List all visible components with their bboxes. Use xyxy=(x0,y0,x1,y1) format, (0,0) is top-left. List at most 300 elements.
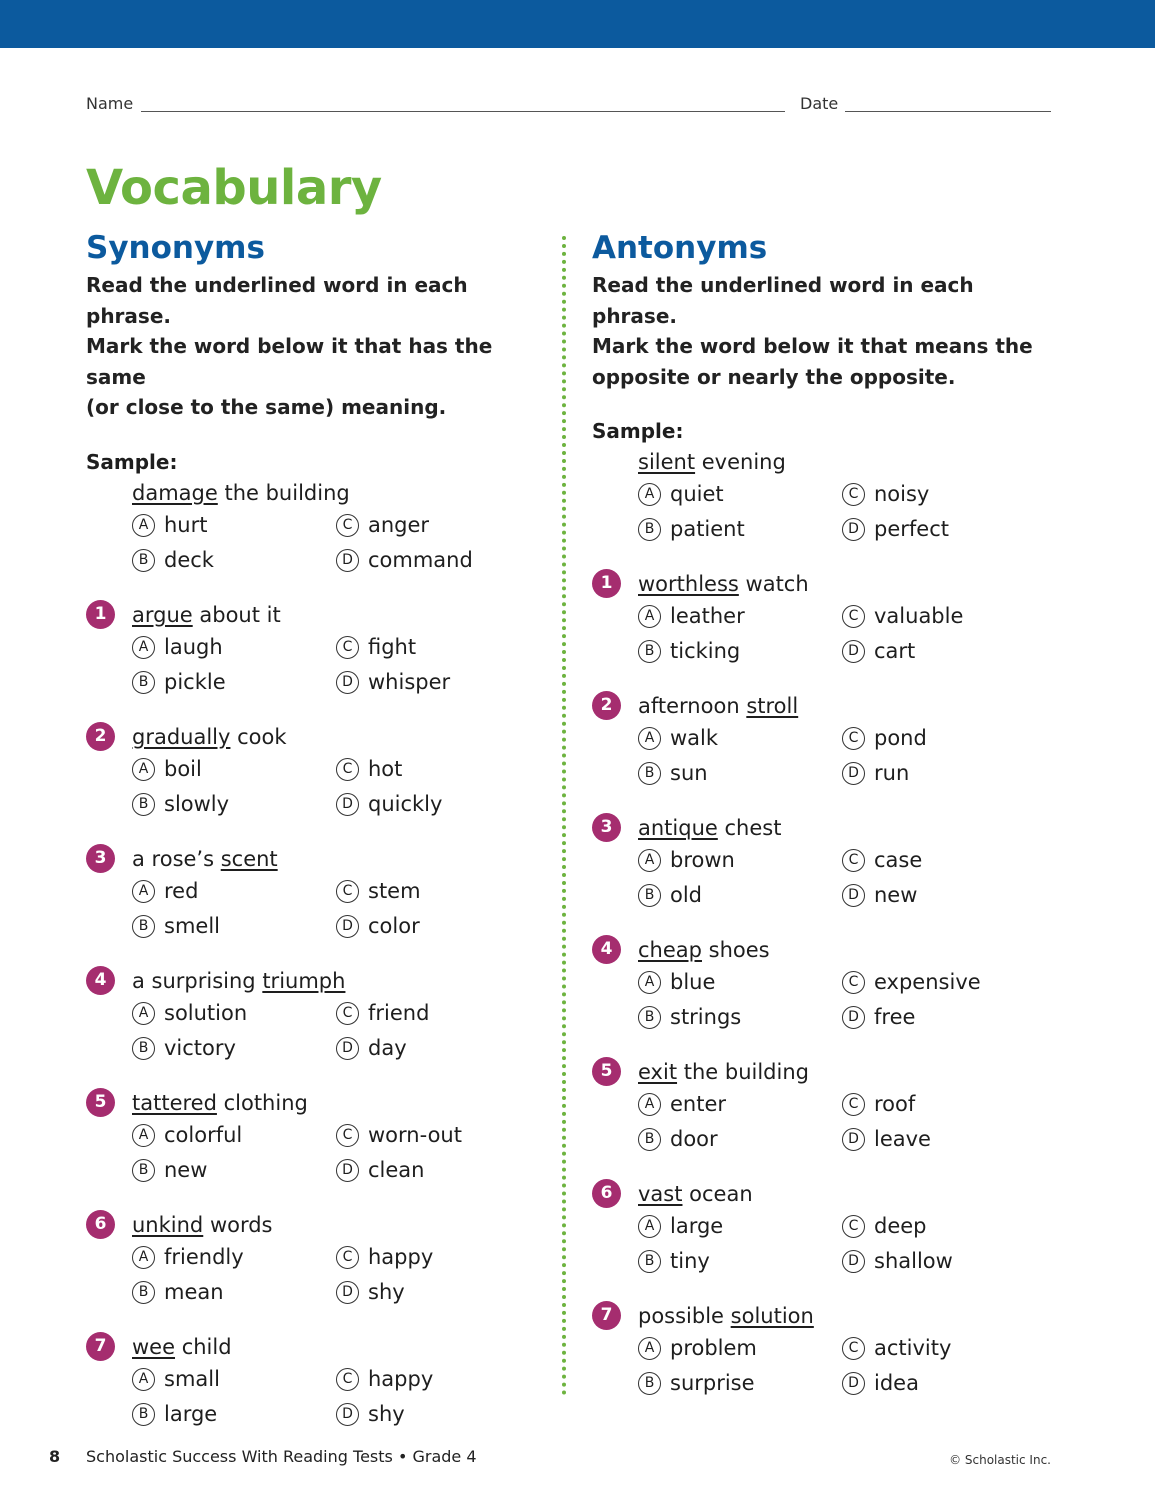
answer-option-c[interactable] xyxy=(336,753,540,786)
answer-text: sun xyxy=(670,761,708,785)
question-number-badge: 1 xyxy=(592,569,621,598)
answer-option-c[interactable] xyxy=(842,478,1046,511)
answer-bubble[interactable]: C xyxy=(336,1368,359,1391)
answer-options xyxy=(638,1088,1062,1156)
answer-bubble[interactable]: B xyxy=(132,793,155,816)
answer-option-b[interactable] xyxy=(132,1276,336,1309)
question-number-badge: 6 xyxy=(86,1210,115,1239)
question-item xyxy=(86,721,556,821)
answer-bubble[interactable]: A xyxy=(132,1246,155,1269)
answer-option-b[interactable] xyxy=(132,1154,336,1187)
answer-option-d[interactable] xyxy=(842,1123,1046,1156)
question-phrase xyxy=(638,1056,1062,1088)
answer-bubble[interactable]: C xyxy=(842,849,865,872)
answer-options xyxy=(132,1119,556,1187)
answer-bubble[interactable]: B xyxy=(638,884,661,907)
answer-options xyxy=(638,722,1062,790)
answer-text: leather xyxy=(670,604,745,628)
phrase-text: the building xyxy=(217,480,350,505)
question-item xyxy=(592,1300,1062,1400)
question-phrase xyxy=(132,1331,556,1363)
question-phrase xyxy=(132,1209,556,1241)
answer-text: valuable xyxy=(874,604,964,628)
answer-bubble[interactable]: A xyxy=(132,1002,155,1025)
answer-text: pond xyxy=(874,726,927,750)
answer-text: new xyxy=(164,1157,208,1182)
question-number-badge: 2 xyxy=(592,691,621,720)
answer-option-c[interactable] xyxy=(336,509,540,542)
phrase-text: afternoon xyxy=(638,694,747,718)
answer-option-b[interactable] xyxy=(132,544,336,577)
answer-option-d[interactable] xyxy=(336,1276,540,1309)
answer-option-b[interactable] xyxy=(638,1245,842,1278)
underlined-word: damage xyxy=(132,480,218,505)
answer-text: command xyxy=(368,547,473,572)
answer-option-b[interactable] xyxy=(638,1001,842,1034)
answer-text: colorful xyxy=(164,1122,243,1147)
answer-text: red xyxy=(164,878,199,903)
answer-bubble[interactable]: D xyxy=(336,793,359,816)
answer-text: tiny xyxy=(670,1249,710,1273)
question-phrase xyxy=(638,568,1062,600)
answer-option-d[interactable] xyxy=(336,544,540,577)
answer-bubble[interactable]: D xyxy=(336,1037,359,1060)
answer-option-c[interactable] xyxy=(842,1210,1046,1243)
answer-bubble[interactable]: B xyxy=(132,1159,155,1182)
answer-bubble[interactable]: C xyxy=(336,636,359,659)
phrase-text: clothing xyxy=(216,1090,308,1115)
question-phrase xyxy=(132,1087,556,1119)
copyright: © Scholastic Inc. xyxy=(949,1453,1051,1467)
answer-bubble[interactable]: C xyxy=(336,1124,359,1147)
answer-bubble[interactable]: A xyxy=(638,605,661,628)
answer-bubble[interactable]: D xyxy=(842,1372,865,1395)
phrase-text: the building xyxy=(677,1060,809,1084)
answer-text: friend xyxy=(368,1000,430,1025)
question-number-badge: 2 xyxy=(86,722,115,751)
answer-option-d[interactable] xyxy=(336,666,540,699)
answer-bubble[interactable]: D xyxy=(336,1281,359,1304)
answer-text: strings xyxy=(670,1005,742,1029)
answer-bubble[interactable]: D xyxy=(336,1403,359,1426)
question-item xyxy=(86,965,556,1065)
answer-option-a[interactable] xyxy=(132,631,336,664)
answer-option-c[interactable] xyxy=(842,966,1046,999)
antonyms-questions xyxy=(592,446,1062,1400)
answer-option-b[interactable] xyxy=(132,788,336,821)
answer-text: worn-out xyxy=(368,1122,462,1147)
answer-bubble[interactable]: B xyxy=(132,549,155,572)
answer-text: happy xyxy=(368,1244,434,1269)
answer-option-d[interactable] xyxy=(842,757,1046,790)
answer-bubble[interactable]: D xyxy=(842,1128,865,1151)
answer-bubble[interactable]: A xyxy=(638,727,661,750)
question-number-badge: 3 xyxy=(86,844,115,873)
question-item xyxy=(592,1056,1062,1156)
instruction-line: Read the underlined word in each phrase. xyxy=(86,273,468,328)
answer-bubble[interactable]: B xyxy=(132,1403,155,1426)
answer-text: smell xyxy=(164,913,220,938)
phrase-text: chest xyxy=(717,816,782,840)
answer-options xyxy=(132,1241,556,1309)
answer-option-c[interactable] xyxy=(336,1241,540,1274)
instruction-line: Read the underlined word in each phrase. xyxy=(592,273,974,328)
underlined-word: argue xyxy=(132,602,193,627)
answer-bubble[interactable]: D xyxy=(336,549,359,572)
answer-bubble[interactable]: A xyxy=(638,971,661,994)
answer-options xyxy=(132,631,556,699)
underlined-word: vast xyxy=(638,1182,683,1206)
answer-text: laugh xyxy=(164,634,223,659)
question-phrase xyxy=(132,965,556,997)
question-number-badge: 4 xyxy=(86,966,115,995)
underlined-word: tattered xyxy=(132,1090,217,1115)
answer-bubble[interactable]: C xyxy=(336,1002,359,1025)
answer-bubble[interactable]: C xyxy=(842,1337,865,1360)
antonyms-section xyxy=(592,226,1062,1400)
answer-option-d[interactable] xyxy=(336,1032,540,1065)
answer-text: shallow xyxy=(874,1249,953,1273)
answer-option-b[interactable] xyxy=(638,757,842,790)
answer-text: noisy xyxy=(874,482,930,506)
answer-option-d[interactable] xyxy=(842,513,1046,546)
question-item xyxy=(592,568,1062,668)
phrase-text: a rose’s xyxy=(132,846,221,871)
answer-options xyxy=(638,966,1062,1034)
answer-text: friendly xyxy=(164,1244,244,1269)
answer-text: activity xyxy=(874,1336,952,1360)
answer-text: solution xyxy=(164,1000,248,1025)
answer-text: quiet xyxy=(670,482,724,506)
question-item xyxy=(86,1087,556,1187)
answer-text: large xyxy=(164,1401,218,1426)
phrase-text: words xyxy=(203,1212,273,1237)
answer-option-b[interactable] xyxy=(638,513,842,546)
answer-bubble[interactable]: B xyxy=(638,1006,661,1029)
answer-bubble[interactable]: A xyxy=(638,1337,661,1360)
answer-bubble[interactable]: C xyxy=(842,727,865,750)
answer-option-c[interactable] xyxy=(842,1088,1046,1121)
answer-text: perfect xyxy=(874,517,949,541)
answer-bubble[interactable]: D xyxy=(336,1159,359,1182)
answer-text: hot xyxy=(368,756,403,781)
answer-option-a[interactable] xyxy=(638,1088,842,1121)
question-item xyxy=(86,1209,556,1309)
underlined-word: cheap xyxy=(638,938,702,962)
answer-option-d[interactable] xyxy=(842,879,1046,912)
answer-bubble[interactable]: D xyxy=(842,518,865,541)
answer-bubble[interactable]: A xyxy=(132,1124,155,1147)
answer-text: blue xyxy=(670,970,716,994)
answer-options xyxy=(132,753,556,821)
answer-text: idea xyxy=(874,1371,919,1395)
answer-bubble[interactable]: A xyxy=(638,1215,661,1238)
antonyms-sample-label: Sample: xyxy=(592,419,684,443)
question-item xyxy=(86,599,556,699)
answer-bubble[interactable]: B xyxy=(638,1128,661,1151)
answer-option-a[interactable] xyxy=(638,844,842,877)
answer-option-b[interactable] xyxy=(132,1398,336,1431)
answer-text: door xyxy=(670,1127,718,1151)
answer-bubble[interactable]: A xyxy=(132,758,155,781)
answer-options xyxy=(638,1332,1062,1400)
answer-bubble[interactable]: D xyxy=(842,762,865,785)
underlined-word: scent xyxy=(220,846,278,871)
answer-bubble[interactable]: A xyxy=(132,880,155,903)
question-phrase xyxy=(638,812,1062,844)
answer-bubble[interactable]: B xyxy=(132,1281,155,1304)
answer-option-c[interactable] xyxy=(336,875,540,908)
answer-text: leave xyxy=(874,1127,931,1151)
date-label: Date xyxy=(800,94,839,113)
answer-option-a[interactable] xyxy=(132,875,336,908)
answer-option-c[interactable] xyxy=(336,1363,540,1396)
question-phrase xyxy=(132,477,556,509)
underlined-word: worthless xyxy=(638,572,739,596)
answer-bubble[interactable]: B xyxy=(132,1037,155,1060)
answer-text: clean xyxy=(368,1157,425,1182)
name-line xyxy=(141,111,785,112)
answer-option-c[interactable] xyxy=(842,1332,1046,1365)
answer-bubble[interactable]: B xyxy=(638,640,661,663)
answer-bubble[interactable]: B xyxy=(638,518,661,541)
answer-option-b[interactable] xyxy=(638,635,842,668)
answer-bubble[interactable]: C xyxy=(336,758,359,781)
question-phrase xyxy=(132,721,556,753)
answer-text: slowly xyxy=(164,791,230,816)
answer-option-a[interactable] xyxy=(638,722,842,755)
name-label: Name xyxy=(86,94,134,113)
answer-option-a[interactable] xyxy=(638,1332,842,1365)
question-number-badge: 5 xyxy=(592,1057,621,1086)
sample-question xyxy=(592,446,1062,546)
answer-bubble[interactable]: B xyxy=(638,1372,661,1395)
answer-option-c[interactable] xyxy=(842,722,1046,755)
answer-bubble[interactable]: D xyxy=(842,1006,865,1029)
date-line xyxy=(845,111,1051,112)
answer-bubble[interactable]: A xyxy=(132,636,155,659)
answer-text: brown xyxy=(670,848,735,872)
answer-option-a[interactable] xyxy=(132,753,336,786)
answer-text: old xyxy=(670,883,703,907)
answer-text: happy xyxy=(368,1366,434,1391)
answer-option-a[interactable] xyxy=(638,478,842,511)
answer-options xyxy=(638,1210,1062,1278)
question-phrase xyxy=(638,690,1062,722)
answer-text: enter xyxy=(670,1092,727,1116)
phrase-text: child xyxy=(175,1334,232,1359)
answer-text: mean xyxy=(164,1279,224,1304)
answer-bubble[interactable]: A xyxy=(132,514,155,537)
underlined-word: gradually xyxy=(132,724,231,749)
question-item xyxy=(592,1178,1062,1278)
answer-option-a[interactable] xyxy=(132,509,336,542)
answer-options xyxy=(638,600,1062,668)
answer-text: shy xyxy=(368,1401,405,1426)
question-phrase xyxy=(638,1300,1062,1332)
question-phrase xyxy=(132,843,556,875)
underlined-word: wee xyxy=(132,1334,176,1359)
answer-bubble[interactable]: C xyxy=(336,1246,359,1269)
answer-bubble[interactable]: B xyxy=(638,762,661,785)
underlined-word: unkind xyxy=(132,1212,204,1237)
instruction-line: (or close to the same) meaning. xyxy=(86,395,447,419)
answer-option-a[interactable] xyxy=(638,1210,842,1243)
answer-text: stem xyxy=(368,878,421,903)
underlined-word: exit xyxy=(638,1060,678,1084)
answer-bubble[interactable]: D xyxy=(842,640,865,663)
synonyms-questions xyxy=(86,477,556,1431)
answer-option-d[interactable] xyxy=(336,1398,540,1431)
answer-options xyxy=(638,844,1062,912)
answer-bubble[interactable]: C xyxy=(842,605,865,628)
answer-bubble[interactable]: C xyxy=(336,514,359,537)
underlined-word: stroll xyxy=(746,694,799,718)
answer-text: deck xyxy=(164,547,214,572)
answer-text: free xyxy=(874,1005,916,1029)
antonyms-instructions xyxy=(592,270,1062,392)
answer-bubble[interactable]: B xyxy=(638,1250,661,1273)
answer-text: ticking xyxy=(670,639,741,663)
answer-text: day xyxy=(368,1035,407,1060)
answer-option-c[interactable] xyxy=(336,1119,540,1152)
phrase-text: shoes xyxy=(701,938,770,962)
answer-bubble[interactable]: A xyxy=(132,1368,155,1391)
top-banner xyxy=(0,0,1155,48)
answer-text: quickly xyxy=(368,791,443,816)
answer-option-d[interactable] xyxy=(842,1001,1046,1034)
underlined-word: silent xyxy=(638,450,696,474)
synonyms-instructions xyxy=(86,270,556,423)
book-title: Scholastic Success With Reading Tests • Grade 4 xyxy=(86,1447,477,1466)
phrase-text: possible xyxy=(638,1304,731,1328)
question-number-badge: 7 xyxy=(592,1301,621,1330)
answer-bubble[interactable]: D xyxy=(842,1250,865,1273)
instruction-line: Mark the word below it that means the xyxy=(592,334,1033,358)
answer-text: pickle xyxy=(164,669,226,694)
instruction-line: opposite or nearly the opposite. xyxy=(592,364,956,389)
answer-text: surprise xyxy=(670,1371,755,1395)
question-number-badge: 5 xyxy=(86,1088,115,1117)
answer-option-c[interactable] xyxy=(336,631,540,664)
answer-text: patient xyxy=(670,517,745,541)
answer-text: deep xyxy=(874,1214,927,1238)
answer-bubble[interactable]: C xyxy=(336,880,359,903)
synonyms-sample-label: Sample: xyxy=(86,449,178,474)
question-number-badge: 1 xyxy=(86,600,115,629)
answer-option-a[interactable] xyxy=(132,997,336,1030)
question-item xyxy=(592,812,1062,912)
phrase-text: evening xyxy=(695,450,786,474)
answer-options xyxy=(638,478,1062,546)
answer-option-d[interactable] xyxy=(336,1154,540,1187)
phrase-text: a surprising xyxy=(132,968,263,993)
answer-text: roof xyxy=(874,1092,916,1116)
answer-option-b[interactable] xyxy=(638,879,842,912)
answer-bubble[interactable]: C xyxy=(842,483,865,506)
underlined-word: solution xyxy=(730,1304,814,1328)
answer-text: shy xyxy=(368,1279,405,1304)
question-number-badge: 4 xyxy=(592,935,621,964)
question-item xyxy=(86,1331,556,1431)
answer-option-b[interactable] xyxy=(132,666,336,699)
answer-option-c[interactable] xyxy=(842,600,1046,633)
answer-bubble[interactable]: C xyxy=(842,971,865,994)
answer-text: run xyxy=(874,761,910,785)
answer-option-d[interactable] xyxy=(842,1367,1046,1400)
answer-option-a[interactable] xyxy=(132,1363,336,1396)
answer-option-b[interactable] xyxy=(132,1032,336,1065)
phrase-text: cook xyxy=(230,724,287,749)
answer-bubble[interactable]: D xyxy=(842,884,865,907)
answer-text: cart xyxy=(874,639,916,663)
answer-text: expensive xyxy=(874,970,981,994)
answer-option-d[interactable] xyxy=(336,788,540,821)
answer-bubble[interactable]: B xyxy=(132,671,155,694)
answer-bubble[interactable]: A xyxy=(638,849,661,872)
answer-option-c[interactable] xyxy=(336,997,540,1030)
question-number-badge: 7 xyxy=(86,1332,115,1361)
answer-options xyxy=(132,997,556,1065)
question-phrase xyxy=(638,934,1062,966)
answer-option-d[interactable] xyxy=(842,1245,1046,1278)
answer-bubble[interactable]: C xyxy=(842,1215,865,1238)
question-phrase xyxy=(132,599,556,631)
answer-bubble[interactable]: B xyxy=(132,915,155,938)
answer-bubble[interactable]: A xyxy=(638,483,661,506)
page-title: Vocabulary xyxy=(86,160,382,216)
answer-option-b[interactable] xyxy=(638,1123,842,1156)
phrase-text: watch xyxy=(738,572,809,596)
answer-option-a[interactable] xyxy=(132,1119,336,1152)
answer-option-b[interactable] xyxy=(132,910,336,943)
answer-text: case xyxy=(874,848,923,872)
answer-text: new xyxy=(874,883,918,907)
answer-text: whisper xyxy=(368,669,451,694)
question-item xyxy=(592,690,1062,790)
question-item xyxy=(86,843,556,943)
phrase-text: ocean xyxy=(682,1182,753,1206)
question-number-badge: 6 xyxy=(592,1179,621,1208)
underlined-word: antique xyxy=(638,816,718,840)
answer-option-b[interactable] xyxy=(638,1367,842,1400)
answer-bubble[interactable]: D xyxy=(336,915,359,938)
answer-option-a[interactable] xyxy=(638,966,842,999)
answer-option-d[interactable] xyxy=(336,910,540,943)
answer-text: anger xyxy=(368,512,430,537)
synonyms-title: Synonyms xyxy=(86,230,265,266)
column-divider xyxy=(562,236,566,1396)
sample-question xyxy=(86,477,556,577)
answer-options xyxy=(132,875,556,943)
answer-bubble[interactable]: D xyxy=(336,671,359,694)
answer-text: walk xyxy=(670,726,719,750)
answer-option-d[interactable] xyxy=(842,635,1046,668)
answer-text: color xyxy=(368,913,420,938)
answer-option-c[interactable] xyxy=(842,844,1046,877)
phrase-text: about it xyxy=(192,602,281,627)
question-phrase xyxy=(638,1178,1062,1210)
synonyms-section xyxy=(86,226,556,1431)
answer-bubble[interactable]: C xyxy=(842,1093,865,1116)
answer-bubble[interactable]: A xyxy=(638,1093,661,1116)
answer-text: fight xyxy=(368,634,417,659)
underlined-word: triumph xyxy=(262,968,346,993)
answer-option-a[interactable] xyxy=(638,600,842,633)
answer-option-a[interactable] xyxy=(132,1241,336,1274)
answer-options xyxy=(132,1363,556,1431)
question-number-badge: 3 xyxy=(592,813,621,842)
